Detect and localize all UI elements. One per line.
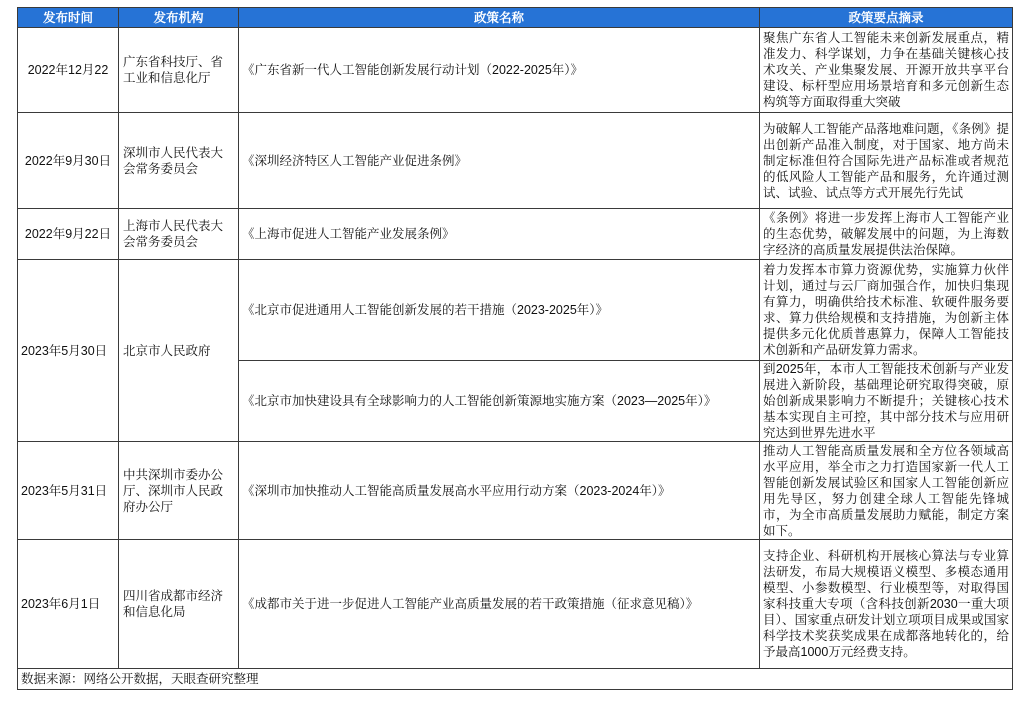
publisher-cell: 上海市人民代表大会常务委员会 — [119, 209, 239, 260]
policy-summary-text: 到2025年，本市人工智能技术创新与产业发展进入新阶段，基础理论研究取得突破，原始创新成果影响力不断提升；关键核心技术基本实现自主可控，其中部分技术与应用研究达到世界先进水平 — [763, 362, 1009, 440]
policy-summary-text: 支持企业、科研机构开展核心算法与专业算法研发，布局大规模语义模型、多模态通用模型、小参数模型、行业模型等，对取得国家科技重大专项（含科技创新2030一重大项目）、国家重点研发计划立项项目成果或国家科学技术奖获奖成果在成都落地转化的，给予最高1000万元经费支持。 — [763, 549, 1009, 659]
publisher-cell: 深圳市人民代表大会常务委员会 — [119, 113, 239, 209]
policy-name-cell: 《北京市加快建设具有全球影响力的人工智能创新策源地实施方案（2023—2025年）》 — [239, 361, 760, 442]
policy-summary-text: 着力发挥本市算力资源优势，实施算力伙伴计划，通过与云厂商加强合作，加快归集现有算力，明确供给技术标准、软硬件服务要求、算力供给规模和支持措施，为创新主体提供多元化优质普惠算力，保障人工智能技术创新和产品研发算力需求。 — [763, 263, 1009, 357]
publisher-cell: 中共深圳市委办公厅、深圳市人民政府办公厅 — [119, 442, 239, 540]
header-policy-summary: 政策要点摘录 — [760, 8, 1013, 28]
publish-date-cell: 2022年9月30日 — [18, 113, 119, 209]
policy-summary-text: 推动人工智能高质量发展和全方位各领域高水平应用，举全市之力打造国家新一代人工智能创新发展试验区和国家人工智能创新应用先导区，努力创建全球人工智能先锋城市，为全市高质量发展助力赋能，制定方案如下。 — [763, 443, 1009, 538]
policy-summary-cell — [760, 260, 1013, 361]
table-row — [18, 113, 1013, 209]
table-row — [18, 442, 1013, 540]
publish-date-cell: 2023年5月30日 — [18, 260, 119, 442]
policy-name-cell: 《成都市关于进一步促进人工智能产业高质量发展的若干政策措施（征求意见稿）》 — [239, 540, 760, 669]
table-row — [18, 28, 1013, 113]
data-source-note: 数据来源：网络公开数据，天眼查研究整理 — [18, 669, 1013, 690]
policy-summary-cell — [760, 540, 1013, 669]
policy-name-cell: 《深圳经济特区人工智能产业促进条例》 — [239, 113, 760, 209]
publisher-cell: 四川省成都市经济和信息化局 — [119, 540, 239, 669]
policy-summary-text: 聚焦广东省人工智能未来创新发展重点，精准发力、科学谋划，力争在基础关键核心技术攻关、产业集聚发展、开源开放共享平台建设、标杆型应用场景培育和多元创新生态构筑等方面取得重大突破 — [763, 31, 1009, 109]
header-publish-date: 发布时间 — [18, 8, 119, 28]
publish-date-cell: 2023年5月31日 — [18, 442, 119, 540]
policy-name-cell: 《上海市促进人工智能产业发展条例》 — [239, 209, 760, 260]
header-policy-name: 政策名称 — [239, 8, 760, 28]
policy-summary-cell — [760, 442, 1013, 540]
policy-summary-text: 《条例》将进一步发挥上海市人工智能产业的生态优势，破解发展中的问题，为上海数字经济的高质量发展提供法治保障。 — [763, 211, 1009, 257]
policy-name-cell: 《北京市促进通用人工智能创新发展的若干措施（2023-2025年）》 — [239, 260, 760, 361]
publish-date-cell: 2022年9月22日 — [18, 209, 119, 260]
table-row — [18, 540, 1013, 669]
policy-summary-cell — [760, 361, 1013, 442]
policy-summary-cell — [760, 209, 1013, 260]
header-publisher: 发布机构 — [119, 8, 239, 28]
policy-summary-cell — [760, 28, 1013, 113]
publish-date-cell: 2022年12月22 — [18, 28, 119, 113]
policy-table — [17, 7, 1013, 690]
publisher-cell: 北京市人民政府 — [119, 260, 239, 442]
table-row — [18, 260, 1013, 361]
table-header-row — [18, 8, 1013, 28]
table-row — [18, 209, 1013, 260]
policy-name-cell: 《深圳市加快推动人工智能高质量发展高水平应用行动方案（2023-2024年）》 — [239, 442, 760, 540]
publish-date-cell: 2023年6月1日 — [18, 540, 119, 669]
policy-summary-cell — [760, 113, 1013, 209]
publisher-cell: 广东省科技厅、省工业和信息化厅 — [119, 28, 239, 113]
policy-name-cell: 《广东省新一代人工智能创新发展行动计划（2022-2025年）》 — [239, 28, 760, 113]
policy-summary-text: 为破解人工智能产品落地难问题，《条例》提出创新产品准入制度，对于国家、地方尚未制定标准但符合国际先进产品标准或者规范的低风险人工智能产品和服务，允许通过测试、试验、试点等方式开展先行先试 — [763, 121, 1009, 200]
table-footer-row — [18, 669, 1013, 690]
